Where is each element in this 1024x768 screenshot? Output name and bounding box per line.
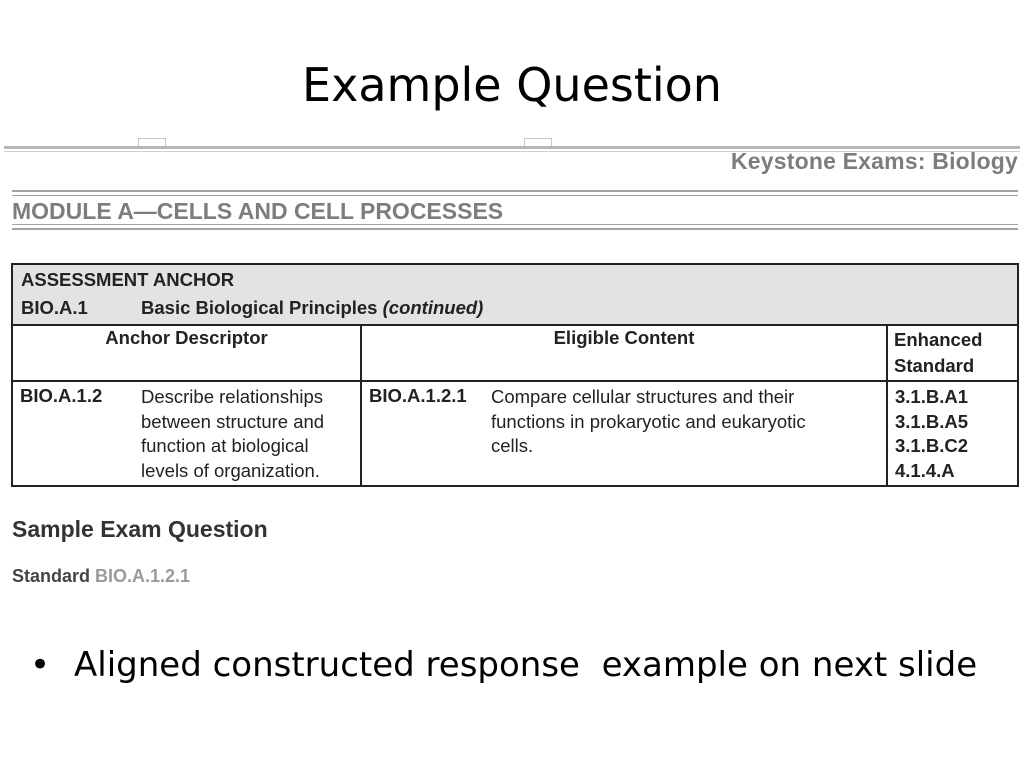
module-divider [12, 195, 1018, 196]
bullet-dot-icon: • [30, 645, 51, 685]
descriptor-line: between structure and [141, 410, 325, 432]
column-header-anchor-descriptor: Anchor Descriptor [12, 325, 361, 381]
standard-code: 3.1.B.C2 [895, 435, 969, 456]
content-line: functions in prokaryotic and eukaryotic [491, 410, 806, 432]
anchor-code: BIO.A.1 [21, 297, 88, 318]
standard-label: Standard [12, 566, 91, 586]
anchor-title: Basic Biological Principles [141, 297, 378, 318]
sample-exam-title: Sample Exam Question [12, 516, 268, 542]
column-header-enhanced-standard [887, 325, 1018, 381]
column-header-standard-line: Enhanced [894, 329, 983, 350]
anchor-continued: (continued) [382, 297, 484, 318]
bullet-text: Aligned constructed response example on next slide [74, 645, 978, 685]
module-divider [12, 224, 1018, 225]
assessment-anchor-table [11, 263, 1019, 487]
enhanced-standard-cell [887, 381, 1018, 486]
content-line: Compare cellular structures and their [491, 386, 795, 407]
slide-title: Example Question [302, 58, 722, 112]
assessment-anchor-header [12, 264, 1018, 325]
module-divider [12, 190, 1018, 192]
column-header-standard-line: Standard [894, 355, 975, 376]
standard-value: BIO.A.1.2.1 [95, 566, 191, 586]
module-title: MODULE A—CELLS AND CELL PROCESSES [12, 198, 504, 224]
descriptor-code: BIO.A.1.2 [20, 385, 103, 406]
standard-code: 3.1.B.A5 [895, 410, 969, 432]
descriptor-text [141, 385, 324, 483]
descriptor-line: function at biological [141, 435, 309, 456]
standard-code: 4.1.4.A [895, 459, 955, 481]
standard-code: 3.1.B.A1 [895, 386, 969, 407]
document-header: Keystone Exams: Biology [730, 148, 1018, 174]
eligible-content-cell [361, 381, 887, 486]
content-line: cells. [491, 435, 534, 456]
descriptor-line: Describe relationships [141, 386, 324, 407]
assessment-anchor-heading: ASSESSMENT ANCHOR [21, 269, 235, 290]
anchor-descriptor-cell [12, 381, 361, 486]
module-divider [12, 228, 1018, 230]
bullet-item [30, 645, 977, 685]
standard-line [12, 566, 190, 587]
descriptor-line: levels of organization. [141, 459, 320, 481]
column-header-eligible-content: Eligible Content [361, 325, 887, 381]
content-code: BIO.A.1.2.1 [369, 385, 467, 406]
content-text [491, 385, 806, 459]
